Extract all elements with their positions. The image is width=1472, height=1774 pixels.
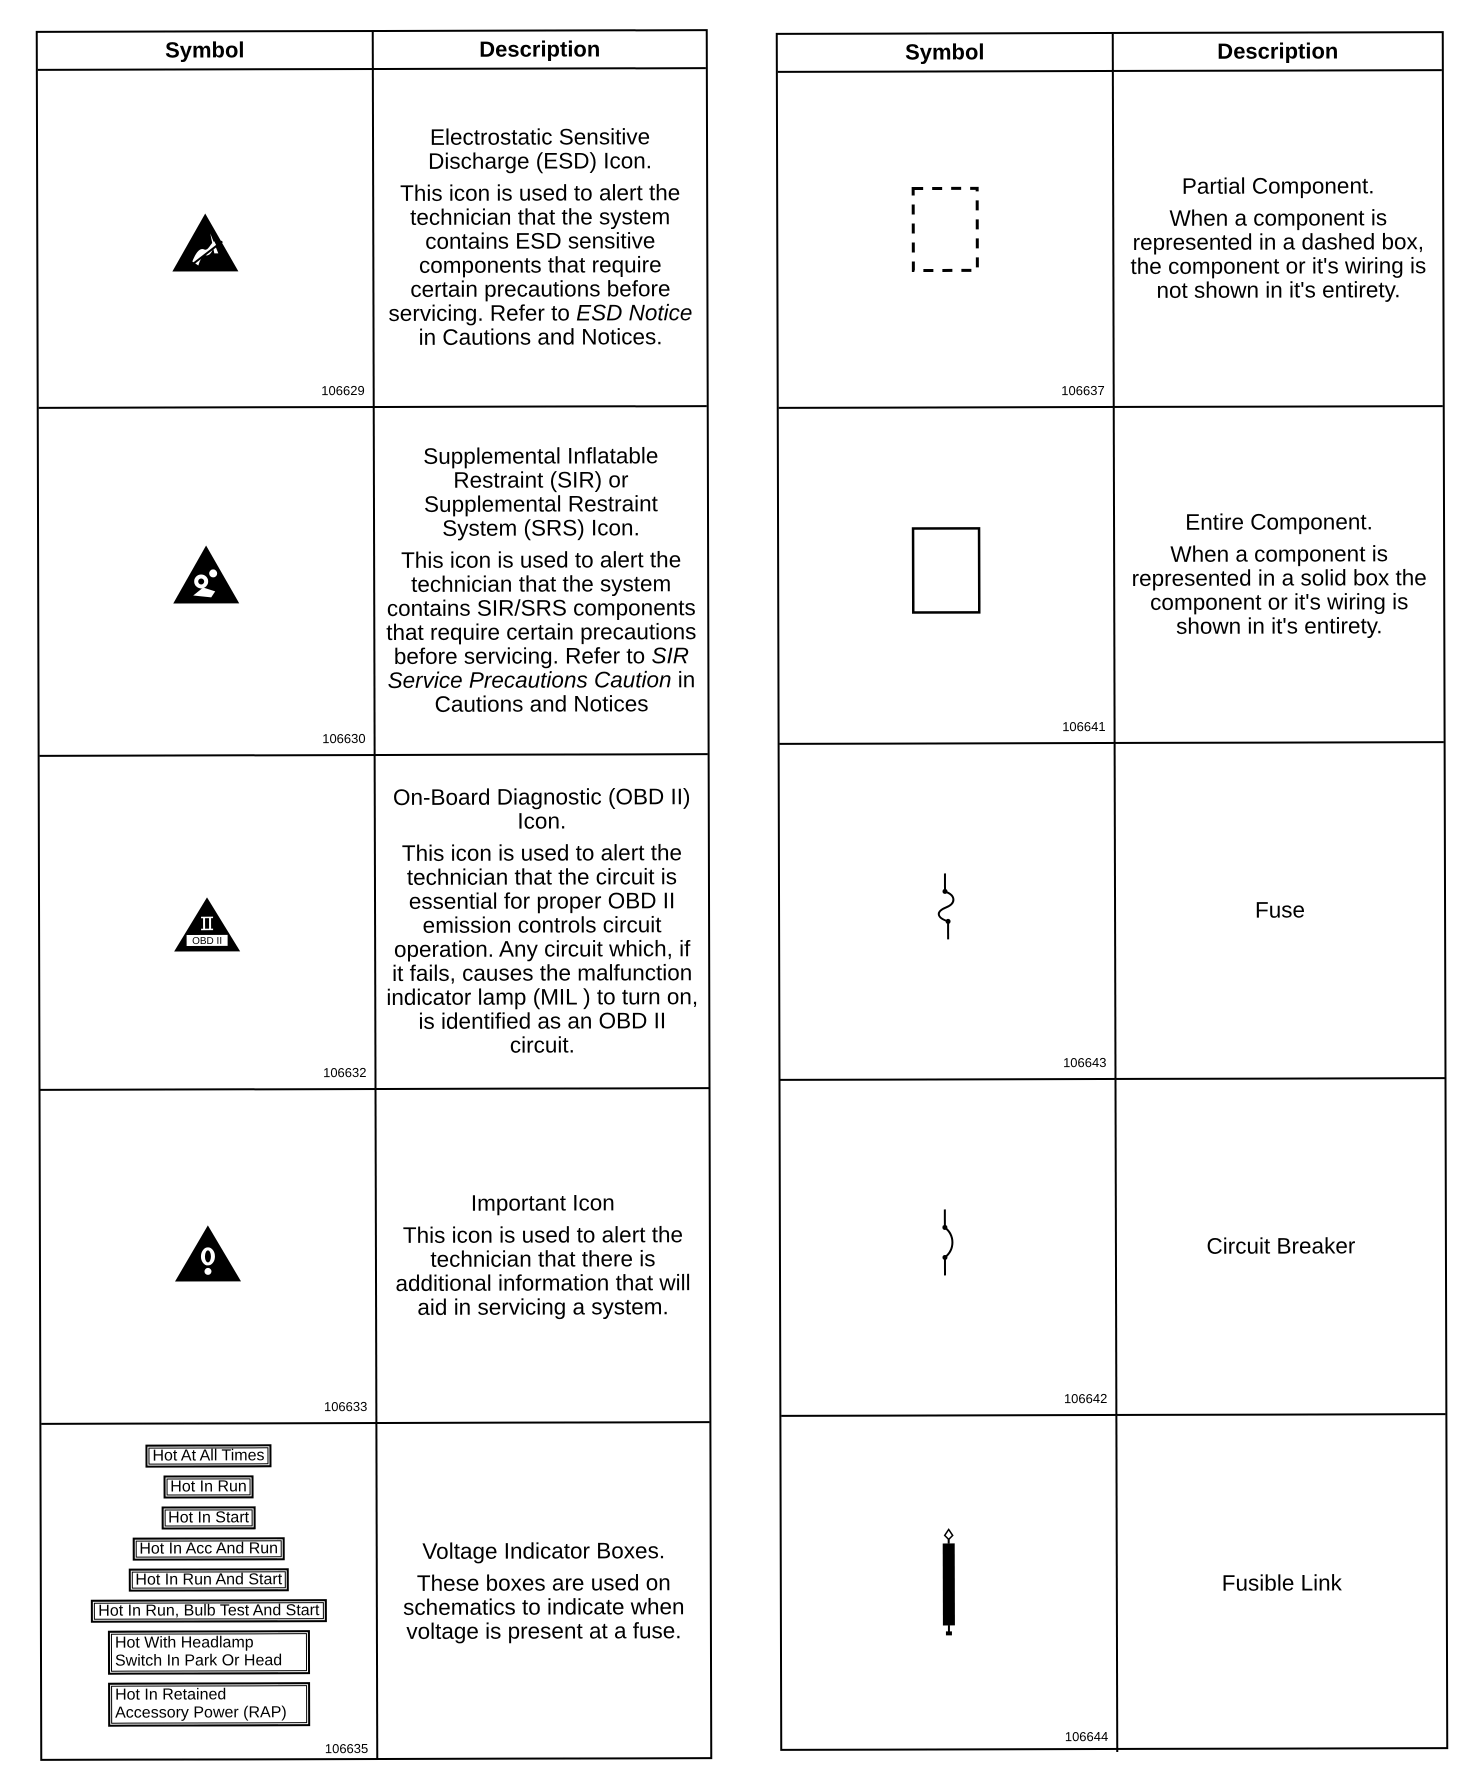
circuit-breaker-icon — [933, 1207, 963, 1277]
description-cell — [377, 1423, 710, 1760]
symbol-cell — [781, 1416, 1118, 1753]
sir-triangle-icon — [171, 543, 241, 605]
description-cell — [376, 755, 709, 1088]
table-row — [41, 1089, 710, 1425]
reference-link-text: SIR Service Precautions Caution — [387, 643, 689, 693]
description-cell — [1116, 1079, 1445, 1414]
description-title: Voltage Indicator Boxes. — [422, 1538, 666, 1564]
solid-box-icon — [910, 525, 982, 615]
symbol-cell — [779, 408, 1116, 743]
symbol-cell — [780, 1080, 1117, 1415]
symbol-column-header: Symbol — [38, 32, 374, 69]
table-header — [38, 31, 706, 71]
voltage-box: Hot In Run, Bulb Test And Start — [91, 1599, 326, 1623]
table-row — [40, 755, 709, 1091]
figure-number: 106644 — [1064, 1729, 1109, 1745]
table-row — [780, 743, 1445, 1081]
description-cell — [1116, 743, 1445, 1078]
voltage-box: Hot In Acc And Run — [132, 1537, 285, 1560]
symbol-cell — [40, 756, 377, 1089]
fusible-link-icon — [934, 1527, 964, 1637]
table-row — [39, 407, 708, 757]
description-cell — [374, 69, 707, 406]
symbol-cell — [778, 72, 1115, 407]
figure-number: 106635 — [324, 1741, 369, 1757]
voltage-box: Hot In Retained Accessory Power (RAP) — [108, 1682, 310, 1727]
figure-number: 106643 — [1063, 1055, 1107, 1071]
table-row — [780, 1079, 1445, 1417]
symbol-cell — [780, 744, 1117, 1079]
voltage-indicator-boxes — [91, 1444, 327, 1727]
symbol-cell — [39, 408, 376, 755]
table-row — [778, 71, 1443, 409]
description-cell — [1117, 1415, 1446, 1752]
esd-triangle-icon — [170, 211, 240, 273]
figure-number: 106632 — [323, 1065, 367, 1081]
description-body: When a component is represented in a solid box the component or it's wiring is shown in it's entirety. — [1131, 541, 1427, 639]
reference-link-text: ESD Notice — [576, 300, 693, 326]
figure-number: 106641 — [1062, 719, 1106, 735]
right-symbol-table — [776, 31, 1448, 1751]
description-body: When a component is represented in a dashed box, the component or it's wiring is not shown in it's entirety. — [1130, 205, 1427, 303]
obd-ii-icon-label: OBD II — [192, 935, 223, 947]
description-body: This icon is used to alert the technician that there is additional information that will aid in servicing a system. — [395, 1222, 691, 1320]
description-body: This icon is used to alert the technician that the system contains ESD sensitive components that require certain precautions before servicing. Refer to ESD Notice in Cautions and Notices. — [388, 180, 693, 350]
figure-number: 106633 — [323, 1399, 368, 1415]
left-symbol-table — [36, 29, 713, 1761]
description-title: Fuse — [1255, 897, 1306, 923]
voltage-box: Hot In Run — [163, 1475, 254, 1498]
description-title: Entire Component. — [1185, 509, 1373, 535]
description-title: Important Icon — [470, 1190, 615, 1216]
symbol-column-header: Symbol — [778, 34, 1114, 71]
obd-ii-triangle-icon — [172, 895, 242, 953]
description-title: Fusible Link — [1221, 1570, 1342, 1596]
fuse-icon — [932, 871, 962, 941]
description-body: This icon is used to alert the technician that the system contains SIR/SRS components that require certain precautions before servicing. Refer to SIR Service Precautions Caution in Cautions and Notices — [386, 547, 697, 717]
table-row — [781, 1415, 1446, 1753]
table-row — [41, 1423, 710, 1761]
important-triangle-icon — [173, 1223, 243, 1283]
description-cell — [1114, 71, 1443, 406]
description-cell — [1115, 407, 1444, 742]
symbol-cell — [41, 1424, 378, 1761]
table-row — [38, 69, 707, 409]
description-cell — [377, 1089, 710, 1422]
voltage-box: Hot At All Times — [145, 1444, 271, 1467]
table-header — [778, 33, 1442, 73]
voltage-box: Hot With Headlamp Switch In Park Or Head — [108, 1630, 310, 1675]
figure-number: 106629 — [321, 383, 365, 399]
description-title: Electrostatic Sensitive Discharge (ESD) Icon. — [428, 124, 653, 174]
figure-number: 106637 — [1061, 383, 1105, 399]
description-column-header: Description — [1217, 38, 1339, 64]
table-row — [779, 407, 1444, 745]
description-body: These boxes are used on schematics to indicate when voltage is present at a fuse. — [403, 1570, 685, 1644]
dashed-box-icon — [909, 184, 981, 274]
figure-number: 106642 — [1063, 1391, 1108, 1407]
description-title: Partial Component. — [1181, 173, 1375, 199]
figure-number: 106630 — [322, 731, 366, 747]
description-column-header: Description — [479, 36, 601, 62]
description-title: Circuit Breaker — [1206, 1233, 1356, 1259]
symbol-cell — [41, 1090, 378, 1423]
description-cell — [375, 407, 708, 754]
symbol-cell — [38, 70, 375, 407]
description-title: Supplemental Inflatable Restraint (SIR) or Supplemental Restraint System (SRS) Icon. — [423, 443, 659, 541]
description-body: This icon is used to alert the technician that the circuit is essential for proper OBD II emission controls circuit operation. Any circuit which, if it fails, causes the malfunction indicator lamp (MIL ) to turn on, is identified as an OBD II circuit. — [386, 840, 699, 1058]
voltage-box: Hot In Start — [161, 1506, 256, 1529]
description-title: On-Board Diagnostic (OBD II) Icon. — [392, 784, 691, 834]
voltage-box: Hot In Run And Start — [128, 1568, 289, 1591]
